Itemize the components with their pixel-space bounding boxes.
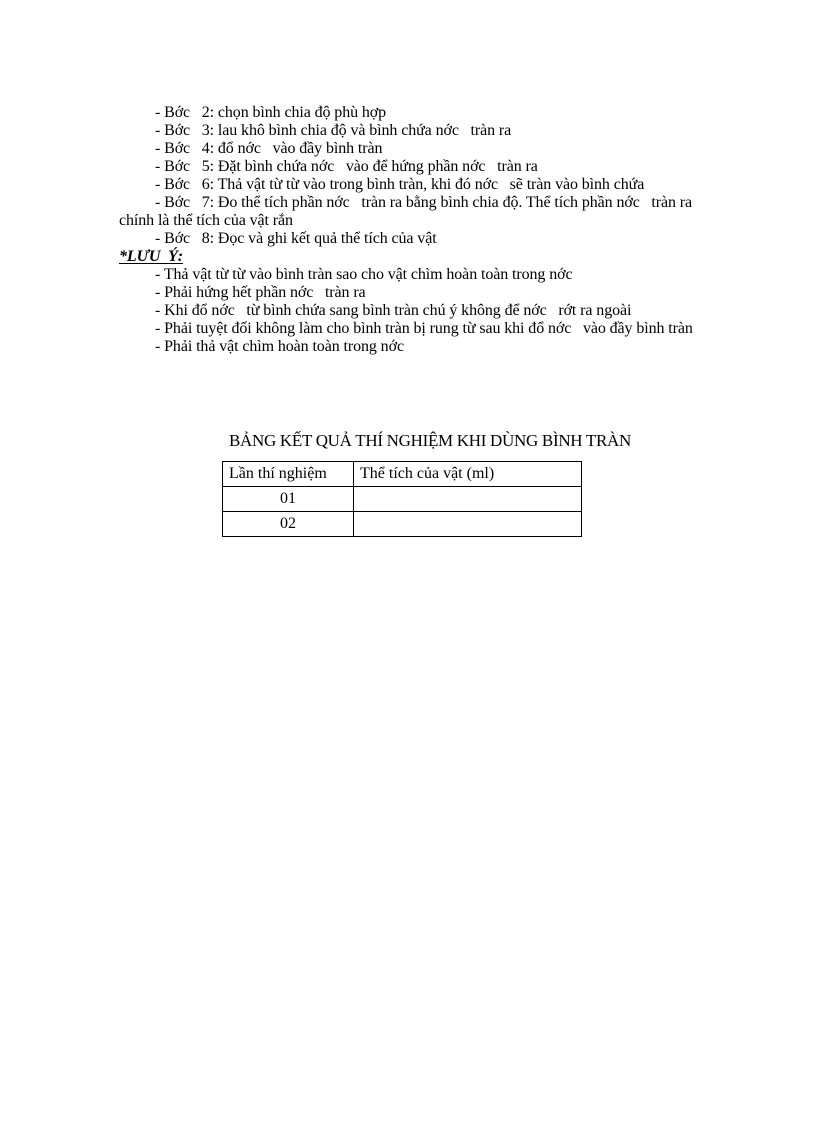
volume-cell[interactable] (354, 512, 582, 537)
note-item-2: - Phải hứng hết phần nớc tràn ra (155, 284, 366, 301)
results-table-title: BẢNG KẾT QUẢ THÍ NGHIỆM KHI DÙNG BÌNH TRÀN (229, 431, 631, 450)
note-item-5: - Phải thả vật chìm hoàn toàn trong nớc (155, 338, 404, 355)
trial-cell: 02 (223, 512, 354, 537)
note-heading: *LƯU Ý: (119, 248, 184, 265)
step-7: - Bớc 7: Đo thể tích phần nớc tràn ra bằng bình chia độ. Thể tích phần nớc tràn ra chính là thể tích của vật rắn (119, 194, 696, 229)
table-header-row (223, 462, 582, 487)
header-volume: Thể tích của vật (ml) (354, 462, 582, 487)
trial-cell: 01 (223, 487, 354, 512)
step-3: - Bớc 3: lau khô bình chia độ và bình chứa nớc tràn ra (155, 122, 512, 139)
step-6: - Bớc 6: Thả vật từ từ vào trong bình tràn, khi đó nớc sẽ tràn vào bình chứa (155, 176, 645, 193)
table-row (223, 487, 582, 512)
step-4: - Bớc 4: đổ nớc vào đầy bình tràn (155, 140, 383, 157)
note-item-3: - Khi đổ nớc từ bình chứa sang bình tràn chú ý không để nớc rớt ra ngoài (155, 302, 632, 319)
note-item-1: - Thả vật từ từ vào bình tràn sao cho vật chìm hoàn toàn trong nớc (155, 266, 573, 283)
table-row (223, 512, 582, 537)
header-trial: Lần thí nghiệm (223, 462, 354, 487)
volume-cell[interactable] (354, 487, 582, 512)
results-table (222, 461, 582, 537)
procedure-text (119, 104, 704, 356)
step-5: - Bớc 5: Đặt bình chứa nớc vào để hứng phần nớc tràn ra (155, 158, 538, 175)
note-item-4: - Phải tuyệt đối không làm cho bình tràn bị rung từ sau khi đổ nớc vào đầy bình tràn (155, 320, 693, 337)
step-8: - Bớc 8: Đọc và ghi kết quả thể tích của vật (155, 230, 437, 247)
step-2: - Bớc 2: chọn bình chia độ phù hợp (155, 104, 387, 121)
